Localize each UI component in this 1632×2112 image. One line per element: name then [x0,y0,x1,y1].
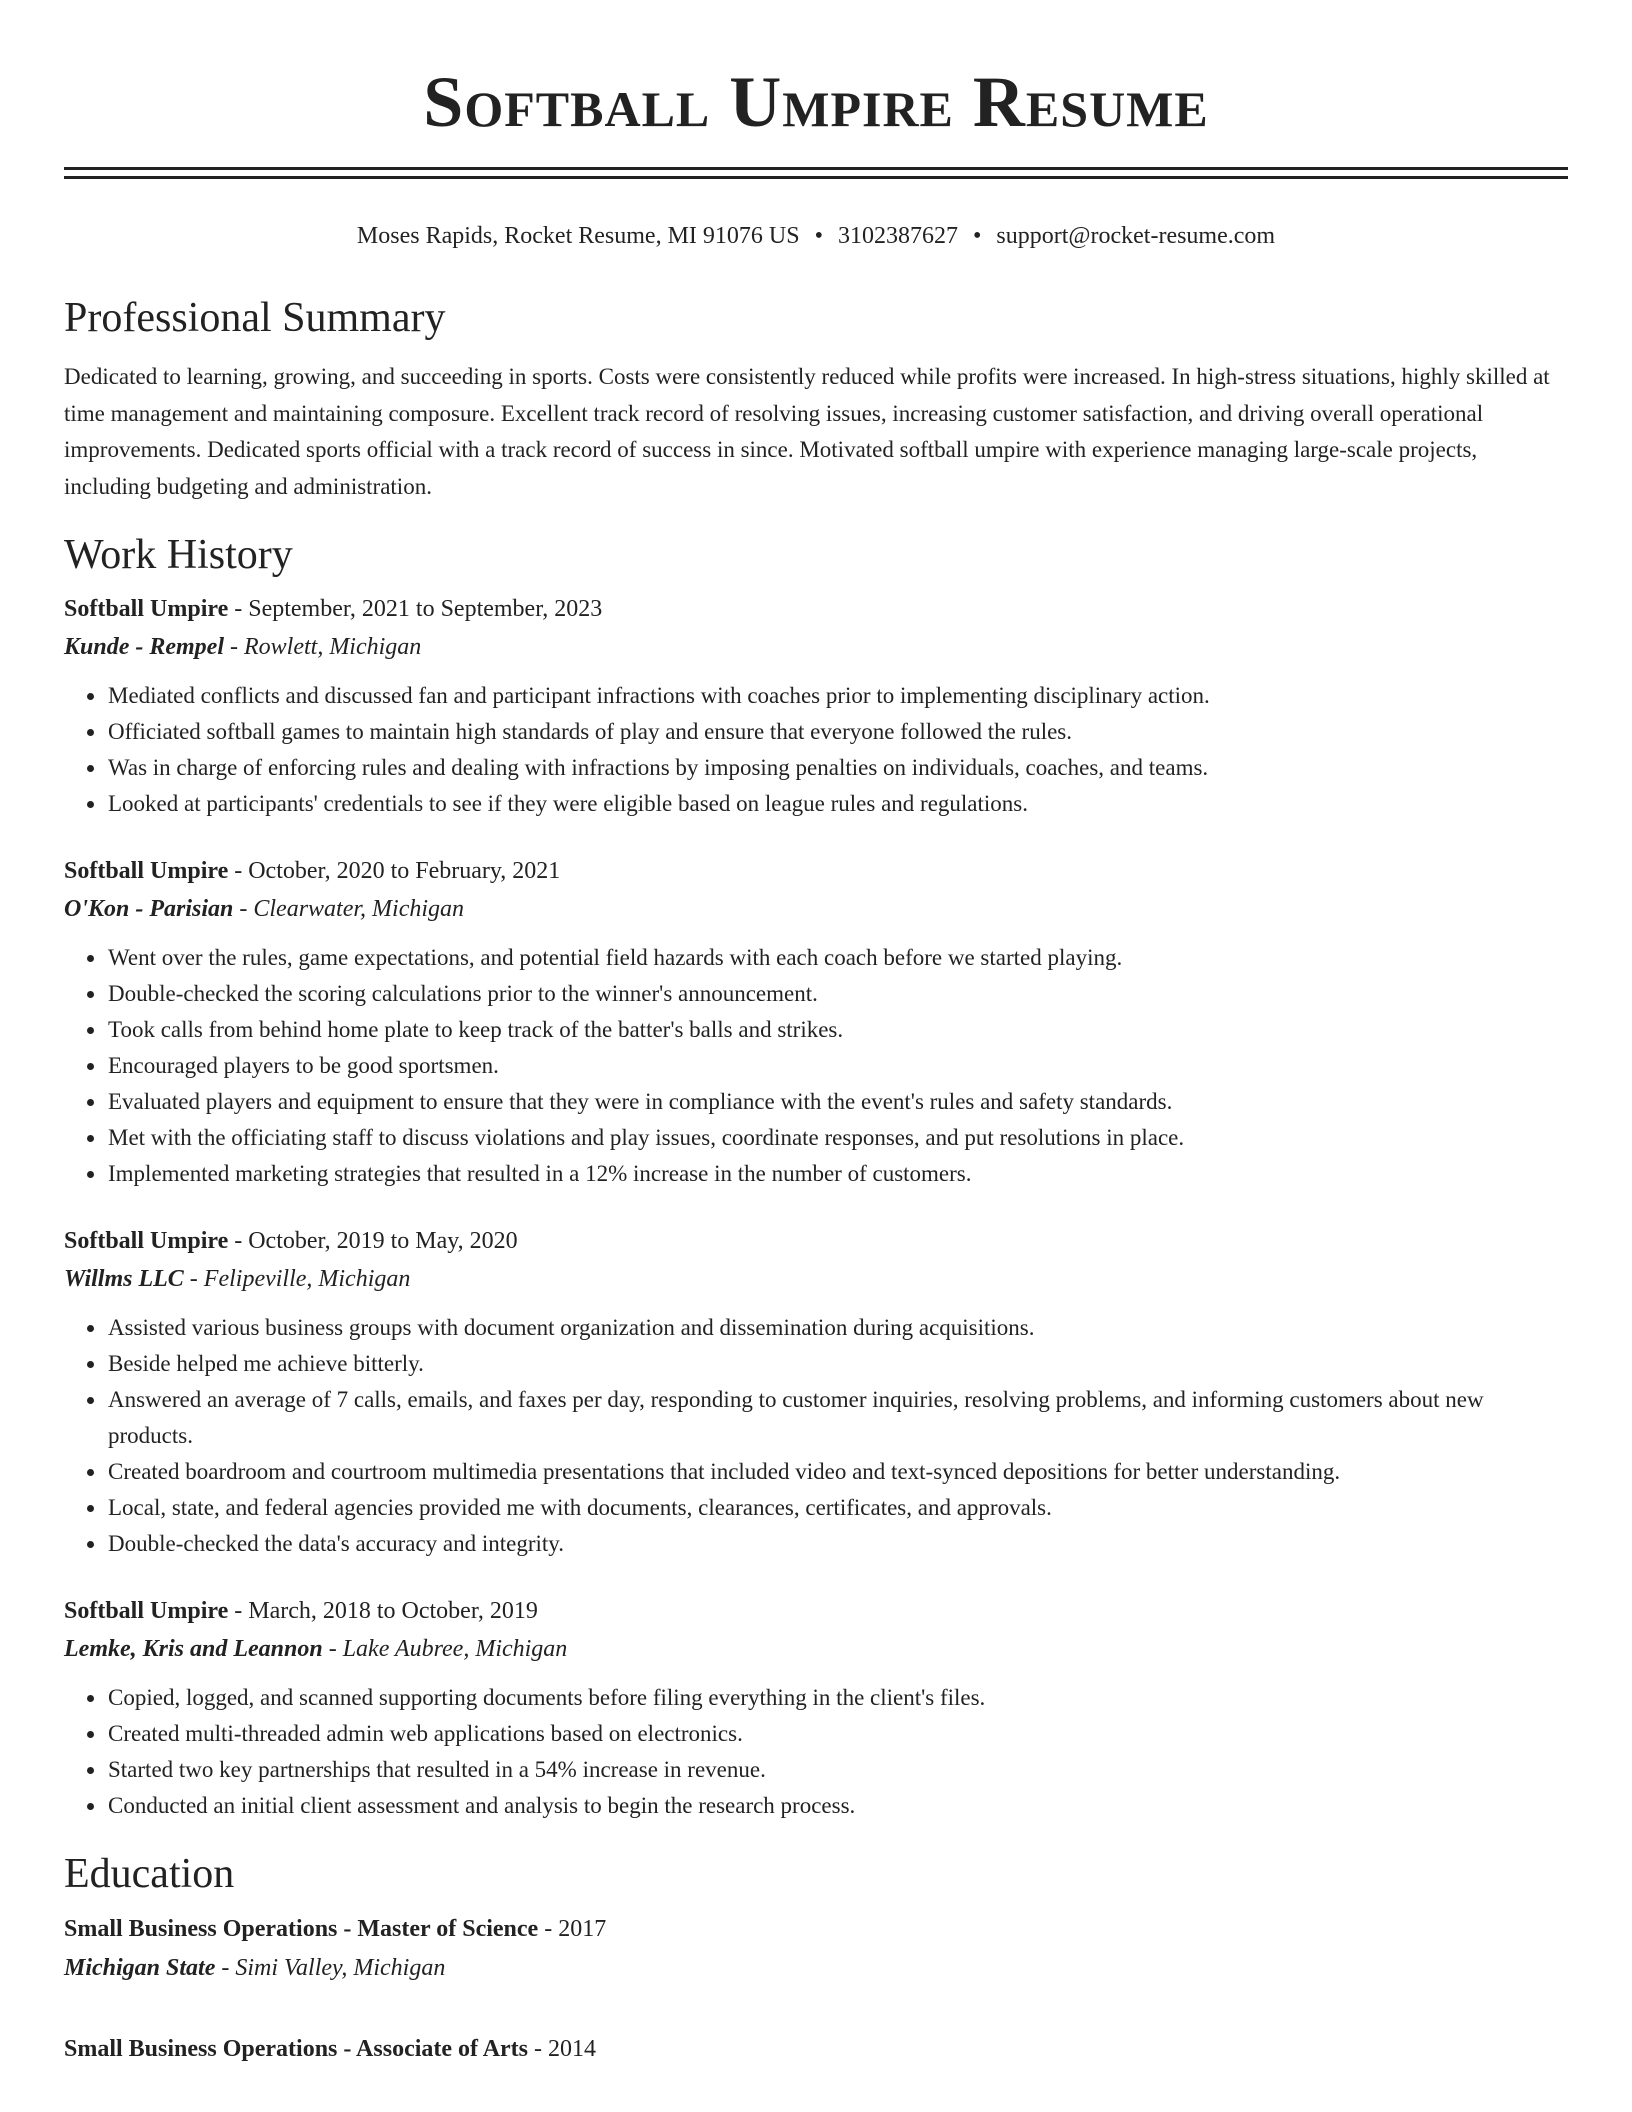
job-company: Willms LLC [64,1266,184,1292]
contact-email: support@rocket-resume.com [996,223,1276,249]
job-bullet-item: • Double-checked the data's accuracy and integrity. [107,1526,1568,1562]
job-bullet-item: • Evaluated players and equipment to ensure that they were in compliance with the event's rules and safety standards. [107,1084,1568,1120]
resume-title: Softball Umpire Resume [423,62,1209,142]
job-bullet-item: • Answered an average of 7 calls, emails, and faxes per day, responding to customer inquiries, resolving problems, and informing customers about new products. [107,1382,1568,1454]
education-degree: Small Business Operations - Master of Science [64,1916,539,1942]
job-title: Softball Umpire [64,858,229,884]
job-dates: - October, 2019 to May, 2020 [228,1228,518,1254]
education-year: - 2014 [528,2036,597,2062]
job-bullet-item: • Double-checked the scoring calculations prior to the winner's announcement. [107,976,1568,1012]
job-bullet-item: • Local, state, and federal agencies provided me with documents, clearances, certificates, and approvals. [107,1490,1568,1526]
job-company-line [64,628,1568,666]
education-school: Michigan State [64,1955,216,1981]
contact-phone: 3102387627 [837,223,958,249]
job-bullet-item: • Implemented marketing strategies that resulted in a 12% increase in the number of customers. [107,1156,1568,1192]
contact-address: Moses Rapids, Rocket Resume, MI 91076 US [356,223,800,249]
job-entry [64,1222,1568,1562]
contact-separator: • [814,223,823,249]
title-divider-top [64,167,1568,170]
education-location: - Simi Valley, Michigan [215,1955,446,1981]
job-header [64,590,1568,628]
education-header [64,2030,1568,2069]
job-bullets [64,1680,1568,1824]
work-history-heading: Work History [64,532,293,578]
job-entry [64,1592,1568,1824]
summary-text: Dedicated to learning, growing, and succeeding in sports. Costs were consistently reduced while profits were increased. In high-stress situations, highly skilled at time management and maintaining composure. Excellent track record of resolving issues, increasing customer satisfaction, and driving overall operational improvements. Dedicated sports official with a track record of success in since. Motivated softball umpire with experience managing large-scale projects, including budgeting and administration. [64,364,1550,499]
job-header [64,852,1568,890]
job-bullet-item: • Beside helped me achieve bitterly. [107,1346,1568,1382]
job-location: - Lake Aubree, Michigan [322,1636,568,1662]
job-bullet-item: • Assisted various business groups with document organization and dissemination during acquisitions. [107,1310,1568,1346]
job-dates: - March, 2018 to October, 2019 [228,1598,538,1624]
job-bullet-item: • Went over the rules, game expectations, and potential field hazards with each coach before we started playing. [107,940,1568,976]
education-entry [64,2030,1568,2069]
job-company: Kunde - Rempel [64,634,224,660]
education-school-line [64,1949,1568,1988]
job-location: - Clearwater, Michigan [233,896,465,922]
job-title: Softball Umpire [64,1228,229,1254]
education-header [64,1910,1568,1949]
job-location: - Felipeville, Michigan [183,1266,411,1292]
job-bullet-item: • Mediated conflicts and discussed fan and participant infractions with coaches prior to implementing disciplinary action. [107,678,1568,714]
resume-page [64,0,1568,2069]
education-entry [64,1910,1568,1988]
job-bullet-item: • Officiated softball games to maintain high standards of play and ensure that everyone followed the rules. [107,714,1568,750]
job-dates: - October, 2020 to February, 2021 [228,858,561,884]
job-bullets [64,940,1568,1192]
job-bullet-item: • Conducted an initial client assessment and analysis to begin the research process. [107,1788,1568,1824]
job-bullet-item: • Encouraged players to be good sportsmen. [107,1048,1568,1084]
job-company: O'Kon - Parisian [64,896,234,922]
job-dates: - September, 2021 to September, 2023 [228,596,603,622]
job-company-line [64,1260,1568,1298]
education-year: - 2017 [538,1916,607,1942]
contact-separator: • [972,223,982,249]
education-degree: Small Business Operations - Associate of Arts [64,2036,529,2062]
job-bullet-item: • Met with the officiating staff to discuss violations and play issues, coordinate responses, and put resolutions in place. [107,1120,1568,1156]
job-header [64,1592,1568,1630]
education-list [64,1910,1568,2069]
job-title: Softball Umpire [64,596,229,622]
contact-line [64,221,1568,251]
job-header [64,1222,1568,1260]
job-bullet-item: • Started two key partnerships that resulted in a 54% increase in revenue. [107,1752,1568,1788]
job-company-line [64,890,1568,928]
job-bullet-item: • Looked at participants' credentials to see if they were eligible based on league rules and regulations. [107,786,1568,822]
job-bullet-item: • Was in charge of enforcing rules and dealing with infractions by imposing penalties on individuals, coaches, and teams. [107,750,1568,786]
job-bullet-item: • Took calls from behind home plate to keep track of the batter's balls and strikes. [107,1012,1568,1048]
job-company: Lemke, Kris and Leannon [64,1636,323,1662]
job-company-line [64,1630,1568,1668]
job-bullet-item: • Copied, logged, and scanned supporting documents before filing everything in the client's files. [107,1680,1568,1716]
job-title: Softball Umpire [64,1598,229,1624]
title-divider-bottom [64,176,1568,179]
job-bullets [64,1310,1568,1562]
job-bullet-item: • Created boardroom and courtroom multimedia presentations that included video and text-synced depositions for better understanding. [107,1454,1568,1490]
work-history-list [64,590,1568,1824]
summary-heading: Professional Summary [64,295,446,341]
education-heading: Education [64,1851,235,1897]
job-entry [64,852,1568,1192]
job-bullets [64,678,1568,822]
job-bullet-item: • Created multi-threaded admin web applications based on electronics. [107,1716,1568,1752]
job-location: - Rowlett, Michigan [224,634,422,660]
job-entry [64,590,1568,822]
